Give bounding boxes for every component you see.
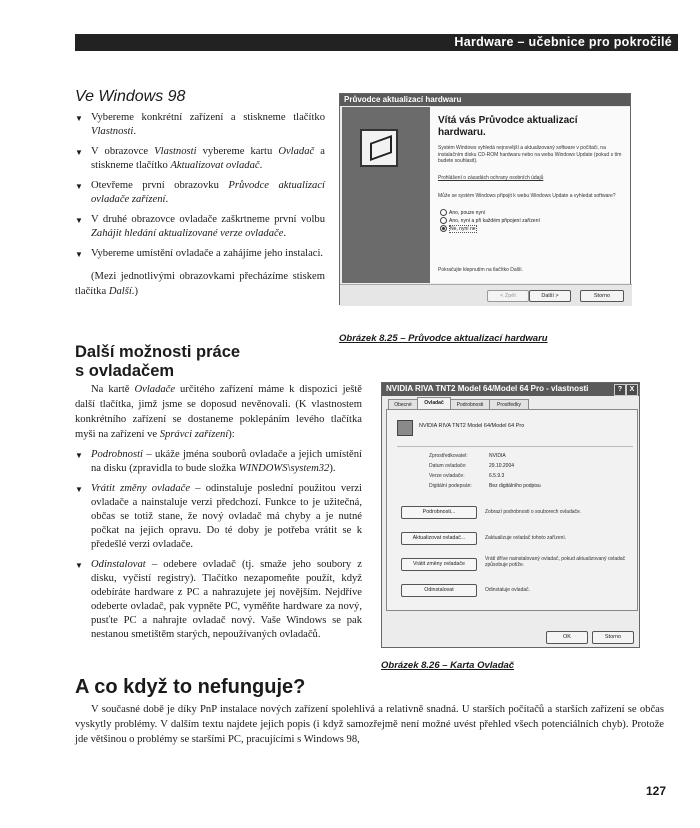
trouble-text: V současné době je díky PnP instalace nových zařízení spolehlivá a relativně snadná. U starších počítačů a starších zařízení se občas vyskytly problémy. V dalším textu najdete jejich popis (i když samozřejmě není možné uvést přehled všech potenciálních chyb). Protože jde většinou o problémy se staršími PC, pracujícími s Windows 98, [75, 704, 664, 745]
option-yes-once[interactable]: Ano, pouze nyní [440, 209, 540, 217]
list-item: ▼ Vybereme umístění ovladače a zahájíme jeho instalaci. [75, 248, 324, 259]
list-item: ▼ Otevřeme první obrazovku Průvodce aktualizací ovladače zařízení. [75, 180, 325, 205]
wizard-footer [340, 284, 632, 306]
option-no[interactable]: Ne, nyní ne [440, 225, 540, 233]
back-button[interactable]: < Zpět [487, 290, 529, 302]
section-title-win98: Ve Windows 98 [75, 88, 186, 105]
update-driver-desc: Zaktualizuje ovladač tohoto zařízení. [485, 535, 567, 541]
figure-26-caption: Obrázek 8.26 – Karta Ovladač [381, 660, 515, 671]
ok-button[interactable]: OK [546, 631, 588, 644]
cancel-button[interactable]: Storno [580, 290, 624, 302]
display-adapter-icon [397, 420, 413, 436]
figure-25-caption: Obrázek 8.25 – Průvodce aktualizací hardwaru [339, 333, 548, 344]
uninstall-driver-desc: Odinstaluje ovladač. [485, 587, 531, 593]
device-name: NVIDIA RIVA TNT2 Model 64/Model 64 Pro [419, 423, 525, 429]
wizard-sidebar [342, 107, 430, 283]
tab-general[interactable]: Obecné [388, 399, 418, 410]
driver-details-button[interactable]: Podrobnosti... [401, 506, 477, 519]
list-item: ▼ Vybereme konkrétní zařízení a stiskneme tlačítko Vlastnosti. [75, 112, 325, 137]
hardware-wizard-icon [360, 129, 398, 167]
divider [397, 446, 633, 447]
tab-driver[interactable]: Ovladač [417, 397, 451, 411]
win98-note: (Mezi jednotlivými obrazovkami přecházíme stiskem tlačítka Další.) [75, 271, 325, 297]
section-title-more: Další možnosti práce s ovladačem [75, 343, 241, 380]
rollback-driver-button[interactable]: Vrátit změny ovladače [401, 558, 477, 571]
driver-details-desc: Zobrazí podrobnosti o souborech ovladače. [485, 509, 582, 515]
list-item: ▼ V obrazovce Vlastnosti vybereme kartu Ovladač a stiskneme tlačítko Aktualizovat ovladač. [75, 146, 326, 171]
help-icon[interactable]: ? [614, 384, 626, 396]
next-button[interactable]: Další > [529, 290, 571, 302]
wizard-intro: Systém Windows vyhledá nejnovější a aktualizovaný software v počítači, na instalačním disku CD-ROM hardwaru nebo na webu Windows Update (pokud s tím budete souhlasit). [438, 145, 622, 164]
figure-driver-properties [381, 382, 640, 648]
option-yes-always[interactable]: Ano, nyní a při každém připojení zařízení [440, 217, 540, 225]
cancel-button[interactable]: Storno [592, 631, 634, 644]
update-driver-button[interactable]: Aktualizovat ovladač... [401, 532, 477, 545]
driver-properties: Zprostředkovatel: NVIDIA Datum ovladače: 29.10.2004 Verze ovladače: 6.5.9.3 Digitální podepsán: Bez digitálního podpisu [429, 453, 541, 489]
uninstall-driver-button[interactable]: Odinstalovat [401, 584, 477, 597]
list-item: ▼ Podrobnosti – ukáže jména souborů ovladače a jejich umístění na disku (zpravidla to bude složka WINDOWS\system32). [75, 449, 362, 474]
close-icon[interactable]: X [626, 384, 638, 396]
tab-resources[interactable]: Prostředky [489, 399, 529, 410]
wizard-titlebar: Průvodce aktualizací hardwaru [340, 94, 630, 106]
page-number: 127 [646, 784, 667, 798]
win98-steps [75, 111, 325, 299]
section-title-trouble: A co když to nefunguje? [75, 676, 306, 698]
wizard-content [430, 107, 630, 283]
more-intro: Na kartě Ovladače určitého zařízení máme k dispozici ještě další tlačítka, jimž jsme se doposud nevěnovali. (K vlastnostem konkrétního zařízení se dostaneme poklepáním levého tlačítka myši na zařízení ve Správci zařízení): [75, 384, 362, 440]
wizard-heading: Vítá vás Průvodce aktualizací hardwaru. [438, 115, 578, 138]
wizard-continue: Pokračujte klepnutím na tlačítko Další. [438, 267, 524, 273]
list-item: ▼ Vrátit změny ovladače – odinstaluje poslední použitou verzi ovladače a nainstaluje verzi předchozí. Funkce to je užitečná, občas se totiž stane, že nový ovladač má chyby a je nutné počkat na jejich opravu. Do té doby je potřeba vrátit se k předešlé verzi ovladače. [75, 483, 363, 550]
list-item: ▼ V druhé obrazovce ovladače zaškrtneme první volbu Zahájit hledání aktualizované verze ovladače. [75, 214, 325, 239]
privacy-link[interactable]: Prohlášení o zásadách ochrany osobních údajů [438, 175, 544, 181]
rollback-driver-desc: Vrátí dříve nainstalovaný ovladač, pokud aktualizovaný ovladač způsobuje potíže. [485, 556, 626, 568]
running-header: Hardware – učebnice pro pokročilé [75, 34, 678, 51]
update-options [440, 209, 540, 233]
more-options-text [75, 382, 362, 648]
wizard-question: Může se systém Windows připojit k webu Windows Update a vyhledat software? [438, 193, 616, 199]
list-item: ▼ Odinstalovat – odebere ovladač (tj. smaže jeho soubory z disku, vyčistí registry). Tlačítko nezapomeňte použít, když odebíráte hardware z PC a nahrazujete jej novějším. Nejdříve odeberte ovladač, pak vypněte PC, vyměňte hardware za nový, pusťte PC a nahrajte ovladač nový. Vaše Windows se pak nestanou smetištěm starých, nepoužívaných ovladačů. [75, 559, 362, 640]
properties-titlebar: NVIDIA RIVA TNT2 Model 64/Model 64 Pro - vlastnosti ? X [382, 383, 639, 396]
driver-panel [386, 409, 638, 611]
figure-hardware-wizard [339, 93, 631, 305]
tab-details[interactable]: Podrobnosti [450, 399, 490, 410]
